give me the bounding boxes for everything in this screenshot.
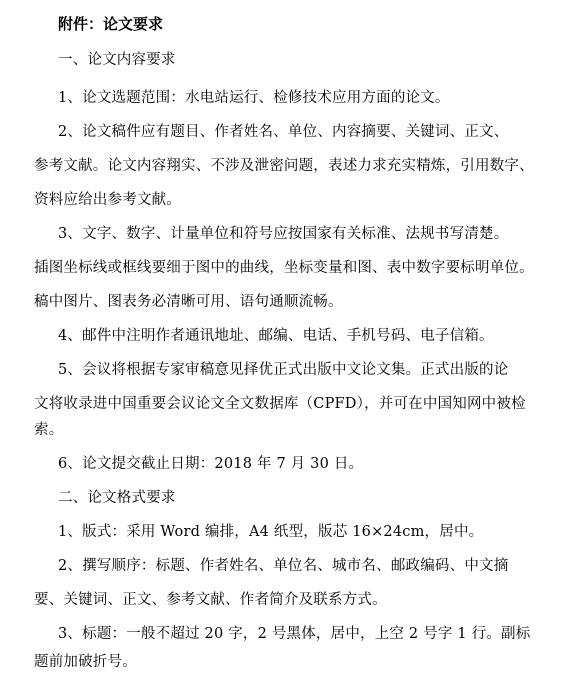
paragraph-line: 3、标题：一般不超过 20 字，2 号黑体，居中，上空 2 号字 1 行。副标 [58, 626, 531, 642]
paragraph-line: 插图坐标线或框线要细于图中的曲线，坐标变量和图、表中数字要标明单位。 [34, 260, 534, 276]
paragraph-line: 要、关键词、正文、参考文献、作者简介及联系方式。 [34, 592, 387, 608]
paragraph-line: 题前加破折号。 [34, 654, 137, 670]
paragraph-line: 3、文字、数字、计量单位和符号应按国家有关标准、法规书写清楚。 [58, 226, 509, 242]
paragraph-line: 稿中图片、图表务必清晰可用、语句通顺流畅。 [34, 294, 343, 310]
paragraph-line: 6、论文提交截止日期：2018 年 7 月 30 日。 [58, 456, 364, 472]
paragraph-line: 索。 [34, 422, 64, 438]
paragraph-line: 5、会议将根据专家审稿意见择优正式出版中文论文集。正式出版的论 [58, 362, 509, 378]
paragraph-line: 资料应给出参考文献。 [34, 192, 181, 208]
document-title: 附件：论文要求 [58, 15, 164, 33]
paragraph-line: 1、版式：采用 Word 编排，A4 纸型，版芯 16×24cm，居中。 [58, 524, 484, 540]
paragraph-line: 2、论文稿件应有题目、作者姓名、单位、内容摘要、关键词、正文、 [58, 124, 509, 140]
section-heading-content: 一、论文内容要求 [58, 52, 176, 68]
paragraph-line: 4、邮件中注明作者通讯地址、邮编、电话、手机号码、电子信箱。 [58, 328, 494, 344]
paragraph-line: 2、撰写顺序：标题、作者姓名、单位名、城市名、邮政编码、中文摘 [58, 558, 509, 574]
paragraph-line: 1、论文选题范围：水电站运行、检修技术应用方面的论文。 [58, 90, 450, 106]
section-heading-format: 二、论文格式要求 [58, 490, 176, 506]
paragraph-line: 文将收录进中国重要会议论文全文数据库（CPFD），并可在中国知网中被检 [34, 396, 526, 412]
paragraph-line: 参考文献。论文内容翔实、不涉及泄密问题，表述力求充实精炼，引用数字、 [34, 158, 534, 174]
